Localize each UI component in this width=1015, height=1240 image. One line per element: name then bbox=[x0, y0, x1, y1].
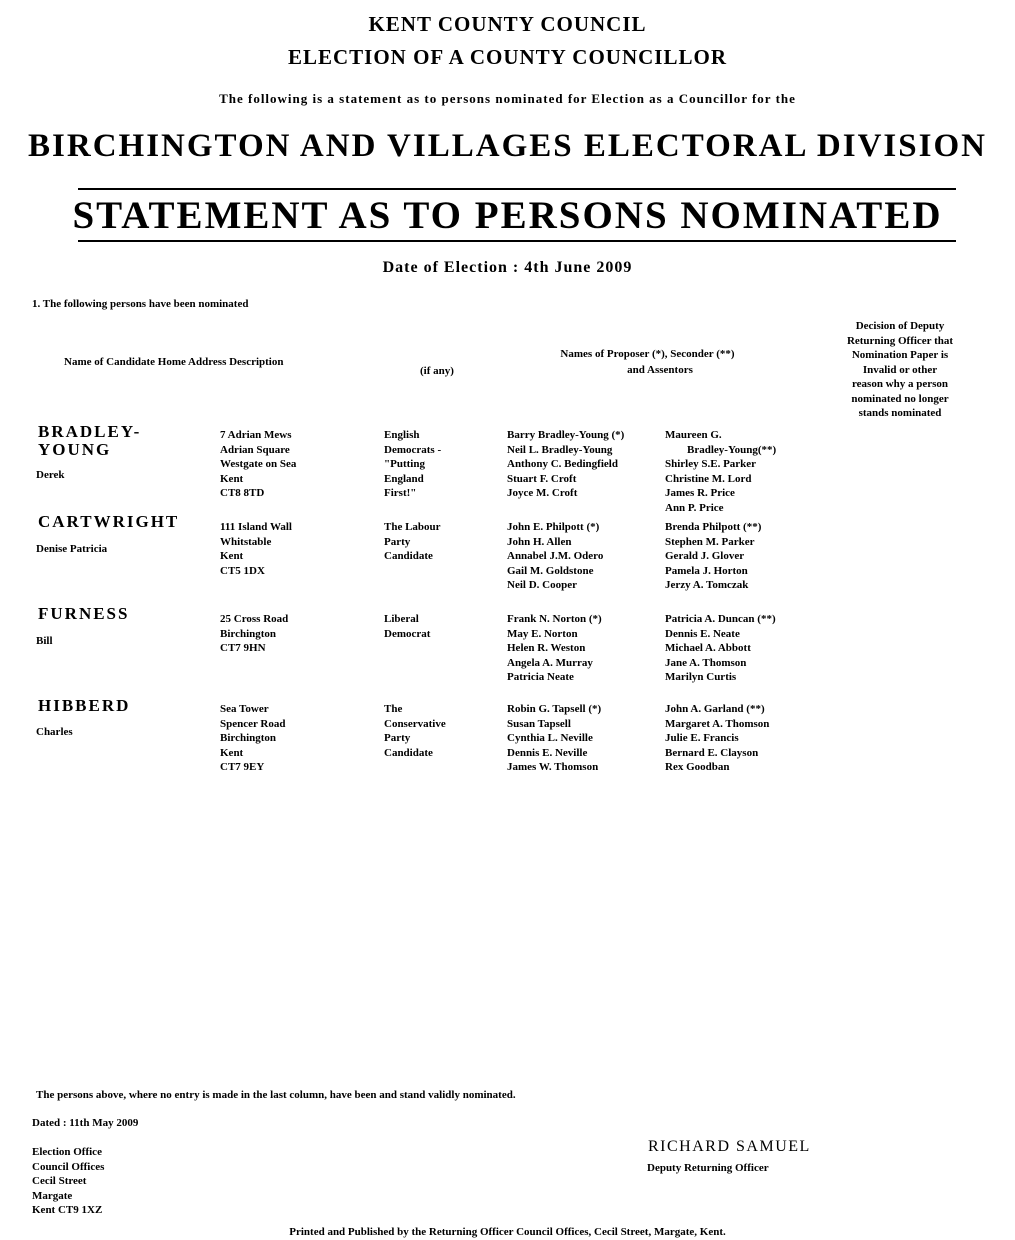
assentor-name: Anthony C. Bedingfield bbox=[507, 458, 618, 471]
candidate-forenames: Bill bbox=[36, 635, 53, 647]
officer-name: RICHARD SAMUEL bbox=[648, 1138, 811, 1155]
assentor-name: Christine M. Lord bbox=[665, 472, 752, 485]
proposers-list-left bbox=[507, 702, 601, 775]
assentor-name: Brenda Philpott (**) bbox=[665, 521, 762, 533]
assentor-name: Dennis E. Neate bbox=[665, 627, 740, 640]
candidate-surname: FURNESS bbox=[38, 604, 130, 623]
intro-text: The following is a statement as to persons nominated for Election as a Councillor for the bbox=[219, 91, 796, 106]
assentor-name: Julie E. Francis bbox=[665, 732, 739, 745]
assentor-name: Susan Tapsell bbox=[507, 717, 571, 730]
assentor-name: Marilyn Curtis bbox=[665, 671, 737, 684]
assentor-name: Joyce M. Croft bbox=[507, 487, 578, 500]
candidate-address: 7 Adrian Mews Adrian Square Westgate on Sea Kent CT8 8TD bbox=[220, 429, 297, 500]
assentor-name: Shirley S.E. Parker bbox=[665, 458, 757, 471]
printed-by: Printed and Published by the Returning Officer Council Offices, Cecil Street, Margate, Kent. bbox=[289, 1226, 726, 1238]
candidate-description: English Democrats - "Putting England First!" bbox=[384, 429, 442, 500]
assentor-name: James R. Price bbox=[665, 487, 735, 500]
assentor-name: Cynthia L. Neville bbox=[507, 732, 593, 745]
assentor-name: Helen R. Weston bbox=[507, 642, 586, 655]
assentor-name: John E. Philpott (*) bbox=[507, 521, 600, 533]
column-header-candidate: Name of Candidate Home Address Description bbox=[64, 356, 284, 368]
assentor-name: Patricia A. Duncan (**) bbox=[665, 613, 776, 625]
assentor-name: Dennis E. Neville bbox=[507, 746, 588, 759]
council-name: KENT COUNTY COUNCIL bbox=[368, 12, 647, 36]
assentor-name: Michael A. Abbott bbox=[665, 642, 751, 655]
assentor-name: Ann P. Price bbox=[665, 501, 724, 514]
assentor-name: Angela A. Murray bbox=[507, 656, 593, 669]
officer-title: Deputy Returning Officer bbox=[647, 1162, 769, 1174]
candidate-description: The Conservative Party Candidate bbox=[384, 703, 446, 759]
assentor-name: Annabel J.M. Odero bbox=[507, 550, 604, 563]
election-title: ELECTION OF A COUNTY COUNCILLOR bbox=[287, 45, 727, 69]
candidate-forenames: Charles bbox=[36, 726, 73, 738]
proposers-list-left bbox=[507, 428, 624, 501]
candidate-address: 25 Cross Road Birchington CT7 9HN bbox=[220, 613, 289, 655]
assentor-name: Jerzy A. Tomczak bbox=[665, 579, 749, 592]
assentor-name: Frank N. Norton (*) bbox=[507, 613, 602, 625]
assentor-name: Maureen G. bbox=[665, 429, 722, 441]
assentor-name: Bradley-Young(**) bbox=[665, 443, 777, 456]
assentor-name: Neil L. Bradley-Young bbox=[507, 443, 613, 456]
candidate-surname: HIBBERD bbox=[38, 696, 131, 715]
proposers-list-right bbox=[665, 520, 761, 593]
column-header-proposers: Names of Proposer (*), Seconder (**) bbox=[560, 348, 735, 360]
office-address: Election Office Council Offices Cecil Street Margate Kent CT9 1XZ bbox=[32, 1146, 105, 1216]
top-rule bbox=[78, 188, 956, 190]
bottom-rule bbox=[78, 240, 956, 242]
column-header-assentors: and Assentors bbox=[627, 364, 693, 376]
assentor-name: Gail M. Goldstone bbox=[507, 564, 594, 577]
candidate-forenames: Denise Patricia bbox=[36, 543, 108, 555]
proposers-list-right bbox=[665, 702, 769, 775]
assentor-name: Pamela J. Horton bbox=[665, 564, 748, 577]
candidate-description: Liberal Democrat bbox=[384, 613, 431, 640]
dated-line: Dated : 11th May 2009 bbox=[32, 1117, 139, 1129]
assentor-name: Neil D. Cooper bbox=[507, 579, 577, 592]
candidate-surname: CARTWRIGHT bbox=[38, 512, 180, 531]
candidate-forenames: Derek bbox=[36, 469, 65, 481]
proposers-list-left bbox=[507, 612, 602, 685]
candidate-address: 111 Island Wall Whitstable Kent CT5 1DX bbox=[220, 521, 292, 577]
assentor-name: Robin G. Tapsell (*) bbox=[507, 703, 602, 715]
assentor-name: John H. Allen bbox=[507, 535, 572, 548]
candidate-description: The Labour Party Candidate bbox=[384, 521, 441, 563]
section-label: 1. The following persons have been nominated bbox=[32, 298, 249, 310]
assentor-name: Margaret A. Thomson bbox=[665, 717, 770, 730]
assentor-name: Patricia Neate bbox=[507, 671, 574, 684]
assentor-name: Rex Goodban bbox=[665, 761, 730, 774]
proposers-list-left bbox=[507, 520, 603, 593]
candidate-surname: BRADLEY- YOUNG bbox=[38, 422, 142, 459]
assentor-name: Barry Bradley-Young (*) bbox=[507, 429, 625, 441]
proposers-list-right bbox=[665, 612, 776, 685]
proposers-list-right bbox=[665, 428, 776, 516]
assentor-name: John A. Garland (**) bbox=[665, 703, 765, 715]
assentor-name: May E. Norton bbox=[507, 627, 578, 640]
assentor-name: Stephen M. Parker bbox=[665, 535, 755, 548]
assentor-name: James W. Thomson bbox=[507, 761, 599, 774]
division-name: BIRCHINGTON AND VILLAGES ELECTORAL DIVISION bbox=[28, 128, 987, 164]
assentor-name: Stuart F. Croft bbox=[507, 472, 577, 485]
candidate-address: Sea Tower Spencer Road Birchington Kent CT7 9EY bbox=[220, 703, 286, 774]
date-of-election: Date of Election : 4th June 2009 bbox=[382, 259, 633, 276]
assentor-name: Bernard E. Clayson bbox=[665, 746, 759, 759]
validity-statement: The persons above, where no entry is made in the last column, have been and stand validly nominated. bbox=[36, 1089, 516, 1101]
column-header-decision: Decision of Deputy Returning Officer that Nomination Paper is Invalid or other reason why a person nominated no longer stands nominated bbox=[846, 320, 954, 419]
assentor-name: Jane A. Thomson bbox=[665, 656, 747, 669]
column-header-if-any: (if any) bbox=[420, 365, 454, 377]
statement-title: STATEMENT AS TO PERSONS NOMINATED bbox=[72, 194, 943, 237]
assentor-name: Gerald J. Glover bbox=[665, 550, 745, 563]
